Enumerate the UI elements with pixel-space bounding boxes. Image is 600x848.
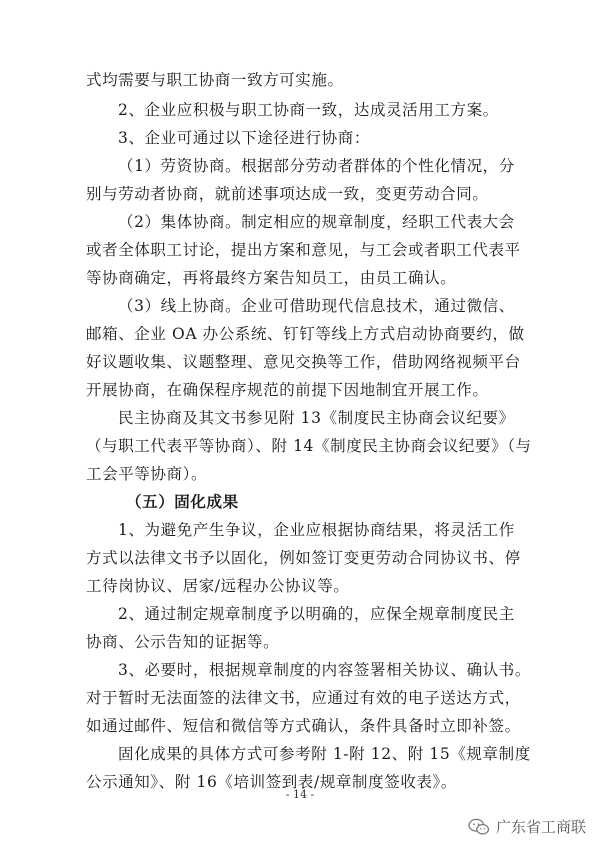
paragraph-line: 工待岗协议、居家/远程办公协议等。: [86, 577, 350, 595]
watermark: [468, 816, 586, 837]
paragraph-line: 或者全体职工讨论，提出方案和意见，与工会或者职工代表平: [86, 241, 521, 259]
paragraph-line: 等协商确定，再将最终方案告知员工，由员工确认。: [86, 269, 457, 287]
paragraph-line: 民主协商及其文书参见附 13《制度民主协商会议纪要》: [118, 409, 515, 427]
watermark-text: 广东省工商联: [495, 818, 586, 836]
section-heading: （五）固化成果: [126, 492, 239, 511]
paragraph-line: 3、必要时，根据规章制度的内容签署相关协议、确认书。: [118, 661, 531, 679]
paragraph-line: 固化成果的具体方式可参考附 1-附 12、附 15《规章制度: [118, 745, 531, 763]
paragraph-line: 邮箱、企业 OA 办公系统、钉钉等线上方式启动协商要约，做: [86, 325, 525, 343]
page-number: - 14 -: [285, 788, 315, 801]
paragraph-line: 别与劳动者协商，就前述事项达成一致，变更劳动合同。: [86, 185, 489, 203]
paragraph-line: 方式以法律文书予以固化，例如签订变更劳动合同协议书、停: [86, 549, 521, 567]
paragraph-line: （与职工代表平等协商）、附 14《制度民主协商会议纪要》（与: [86, 437, 532, 455]
paragraph-line: 工会平等协商）。: [86, 465, 208, 483]
paragraph-line: 公示通知》、附 16《培训签到表/规章制度签收表》。: [86, 773, 457, 791]
paragraph-line: 开展协商，在确保程序规范的前提下因地制宜开展工作。: [86, 381, 489, 399]
paragraph-line: 好议题收集、议题整理、意见交换等工作，借助网络视频平台: [86, 353, 521, 371]
paragraph-line: （2）集体协商。制定相应的规章制度，经职工代表大会: [118, 213, 515, 231]
wechat-icon: [468, 818, 490, 836]
paragraph-line: 协商、公示告知的证据等。: [86, 633, 280, 651]
paragraph-line: 2、通过制定规章制度予以明确的，应保全规章制度民主: [118, 605, 515, 623]
paragraph-line: 如通过邮件、短信和微信等方式确认，条件具备时立即补签。: [86, 717, 521, 735]
paragraph-line: 式均需要与职工协商一致方可实施。: [86, 71, 344, 89]
paragraph-line: 2、企业应积极与职工协商一致，达成灵活用工方案。: [118, 101, 499, 119]
paragraph-line: （1）劳资协商。根据部分劳动者群体的个性化情况，分: [118, 157, 515, 175]
paragraph-line: （3）线上协商。企业可借助现代信息技术，通过微信、: [118, 297, 515, 315]
paragraph-line: 1、为避免产生争议，企业应根据协商结果，将灵活工作: [118, 521, 515, 539]
paragraph-line: 对于暂时无法面签的法律文书，应通过有效的电子送达方式，: [86, 689, 521, 707]
paragraph-line: 3、企业可通过以下途径进行协商：: [118, 129, 370, 147]
